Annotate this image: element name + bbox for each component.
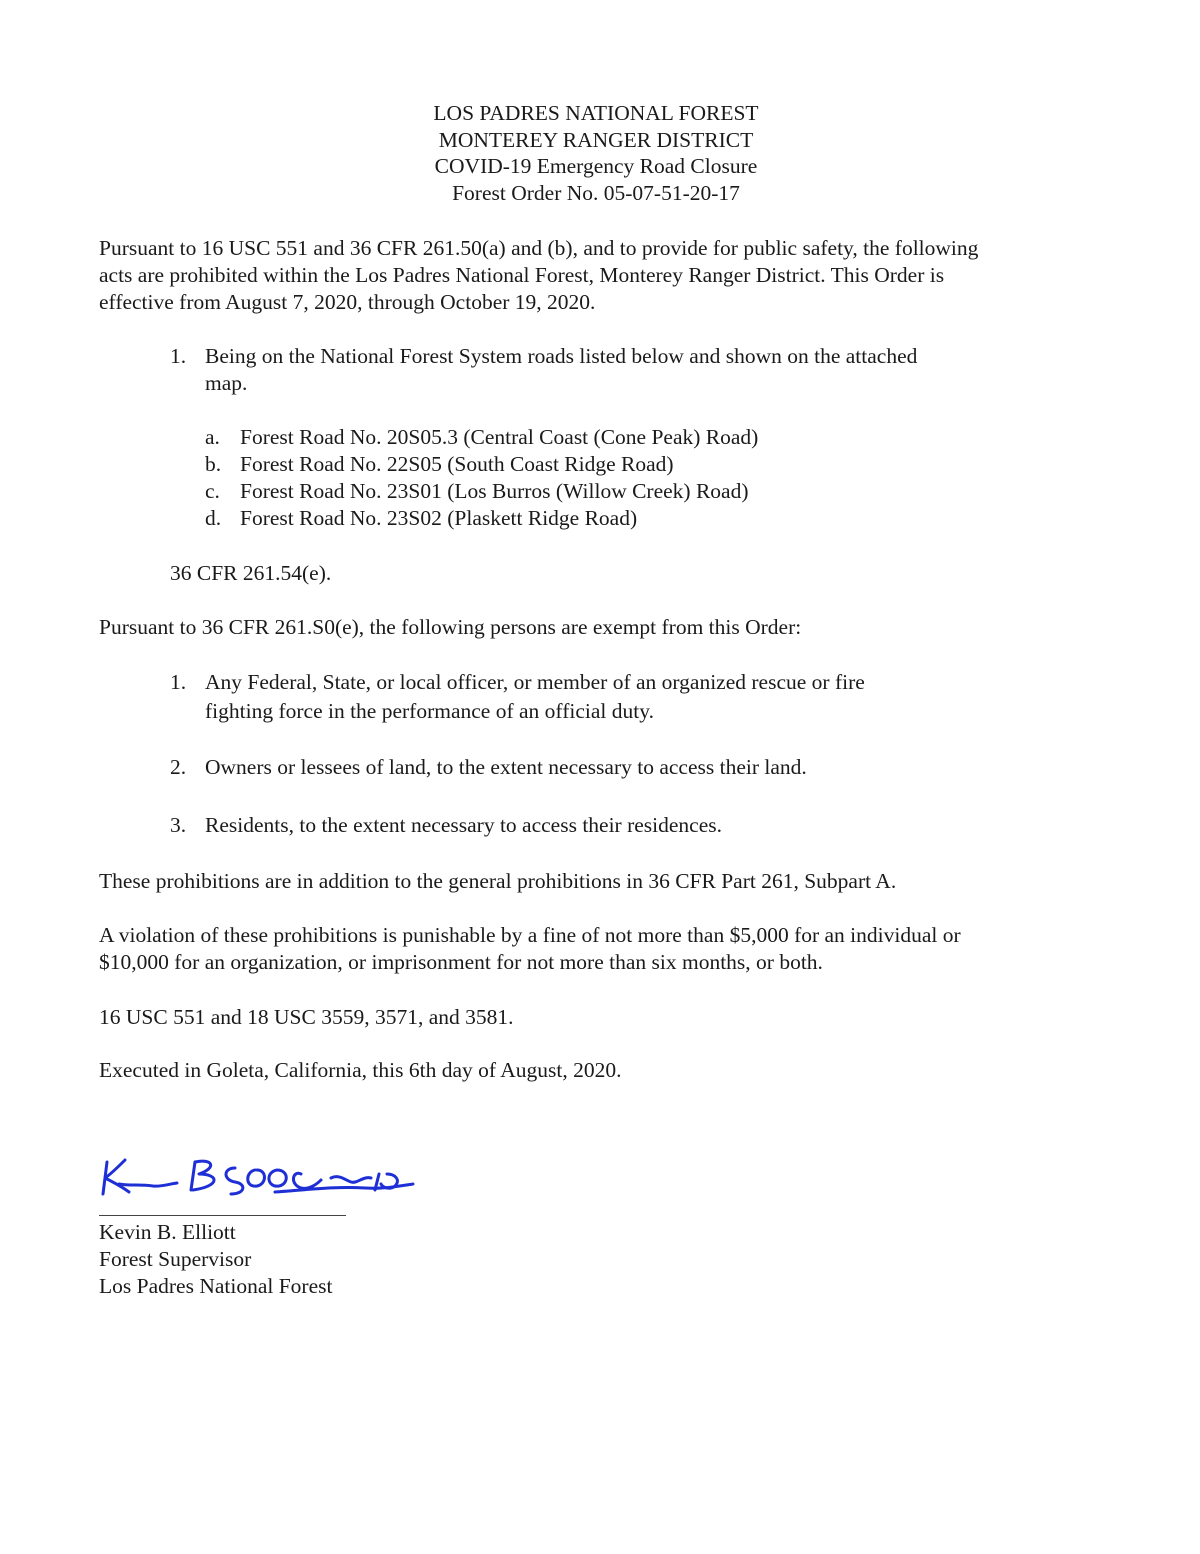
road-letter: d. xyxy=(205,506,222,530)
penalty-line: A violation of these prohibitions is punishable by a fine of not more than $5,000 for an individual or xyxy=(99,923,961,947)
exemption-text: Owners or lessees of land, to the extent necessary to access their land. xyxy=(205,755,807,779)
exemption-text: Any Federal, State, or local officer, or member of an organized rescue or fire xyxy=(205,670,865,694)
exemption-text-cont: fighting force in the performance of an official duty. xyxy=(205,699,654,723)
exemption-text: Residents, to the extent necessary to access their residences. xyxy=(205,813,723,837)
prohibition-text-cont: map. xyxy=(205,371,248,395)
intro-paragraph xyxy=(99,235,1099,316)
road-item: Forest Road No. 23S02 (Plaskett Ridge Road) xyxy=(240,506,638,530)
prohibition-number: 1. xyxy=(170,344,187,368)
exemption-number: 2. xyxy=(170,755,187,779)
road-item: Forest Road No. 22S05 (South Coast Ridge Road) xyxy=(240,452,674,476)
penalty-line: $10,000 for an organization, or imprisonment for not more than six months, or both. xyxy=(99,950,823,974)
exemption-number: 3. xyxy=(170,813,187,837)
header-order-number: Forest Order No. 05-07-51-20-17 xyxy=(452,181,740,205)
penalty-paragraph xyxy=(99,922,1099,976)
road-item: Forest Road No. 20S05.3 (Central Coast (Cone Peak) Road) xyxy=(240,425,759,449)
exemption-number: 1. xyxy=(170,670,187,694)
header-title: COVID-19 Emergency Road Closure xyxy=(434,154,758,178)
prohibition-citation: 36 CFR 261.54(e). xyxy=(170,561,332,585)
signer-name: Kevin B. Elliott xyxy=(99,1220,236,1244)
additional-prohibitions: These prohibitions are in addition to the general prohibitions in 36 CFR Part 261, Subpart A. xyxy=(99,869,897,893)
road-letter: b. xyxy=(205,452,222,476)
signer-title: Forest Supervisor xyxy=(99,1247,252,1271)
header-forest: LOS PADRES NATIONAL FOREST xyxy=(433,101,759,125)
intro-line: Pursuant to 16 USC 551 and 36 CFR 261.50(a) and (b), and to provide for public safety, the following xyxy=(99,236,979,260)
road-letter: c. xyxy=(205,479,220,503)
signature-line xyxy=(99,1215,346,1216)
header-district: MONTEREY RANGER DISTRICT xyxy=(438,128,754,152)
road-item: Forest Road No. 23S01 (Los Burros (Willow Creek) Road) xyxy=(240,479,749,503)
prohibition-text: Being on the National Forest System roads listed below and shown on the attached xyxy=(205,344,918,368)
exemptions-intro: Pursuant to 36 CFR 261.S0(e), the following persons are exempt from this Order: xyxy=(99,615,802,639)
road-letter: a. xyxy=(205,425,220,449)
signer-organization: Los Padres National Forest xyxy=(99,1274,333,1298)
statute-citation: 16 USC 551 and 18 USC 3559, 3571, and 3581. xyxy=(99,1005,514,1029)
intro-line: effective from August 7, 2020, through October 19, 2020. xyxy=(99,290,596,314)
intro-line: acts are prohibited within the Los Padres National Forest, Monterey Ranger District. This Order is xyxy=(99,263,945,287)
execution-statement: Executed in Goleta, California, this 6th day of August, 2020. xyxy=(99,1058,622,1082)
handwritten-signature xyxy=(95,1150,425,1210)
